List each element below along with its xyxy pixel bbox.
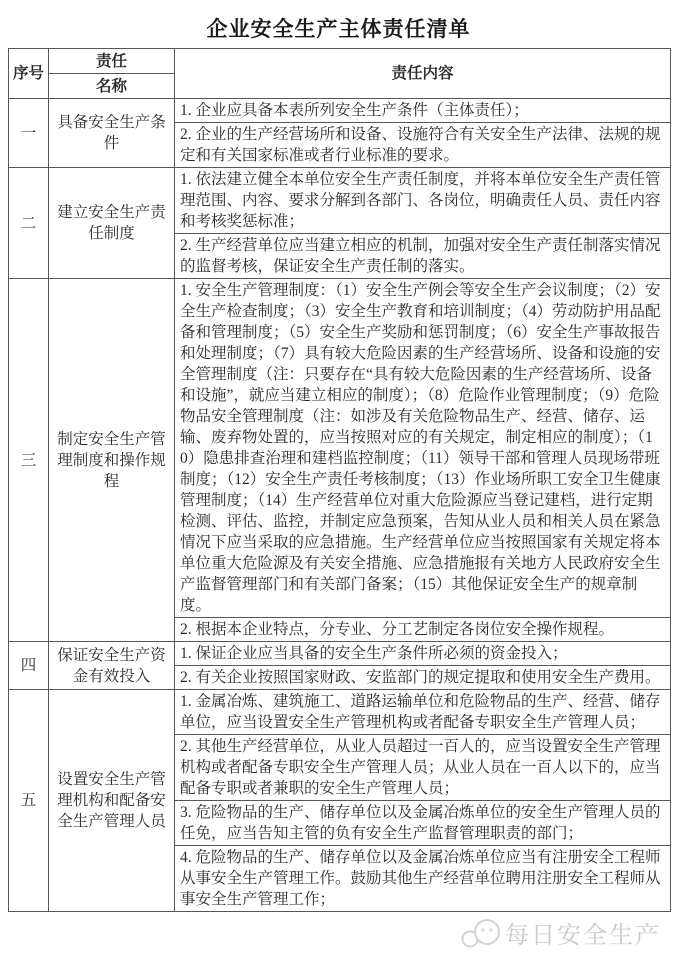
- row-number-cell: 四: [9, 642, 49, 690]
- responsibility-table: [8, 48, 671, 912]
- responsibility-content-cell: 1. 安全生产管理制度：（1）安全生产例会等安全生产会议制度；（2）安全生产检查制度；（3）安全生产教育和培训制度；（4）劳动防护用品配备和管理制度；（5）安全生产奖励和惩罚制度；（6）安全生产事故报告和处理制度；（7）具有较大危险因素的生产经营场所、设备和设施的安全管理制度（注：只要存在“具有较大危险因素的生产经营场所、设备和设施”，就应当建立相应的制度）；（8）危险作业管理制度；（9）危险物品安全管理制度（注：如涉及有关危险物品生产、经营、储存、运输、废弃物处置的，应当按照对应的有关规定，制定相应的制度）；（10）隐患排查治理和建档监控制度；（11）领导干部和管理人员现场带班制度；（12）安全生产责任考核制度；（13）作业场所职工安全卫生健康管理制度；（14）生产经营单位对重大危险源应当登记建档，进行定期检测、评估、监控，并制定应急预案，告知从业人员和相关人员在紧急情况下应当采取的应急措施。生产经营单位应当按照国家有关规定将本单位重大危险源及有关安全措施、应急措施报有关地方人民政府安全生产监督管理部门和有关部门备案；（15）其他保证安全生产的规章制度。: [175, 279, 671, 618]
- responsibility-content-cell: 2. 有关企业按照国家财政、安监部门的规定提取和使用安全生产费用。: [175, 666, 671, 690]
- table-row: [9, 168, 671, 234]
- table-row: [9, 690, 671, 735]
- table-row: [9, 279, 671, 618]
- responsibility-content-cell: 4. 危险物品的生产、储存单位以及金属冶炼单位应当有注册安全工程师从事安全生产管理工作。鼓励其他生产经营单位聘用注册安全工程师从事安全生产管理工作；: [175, 846, 671, 912]
- responsibility-content-cell: 2. 其他生产经营单位，从业人员超过一百人的，应当设置安全生产管理机构或者配备专职安全生产管理人员；从业人员在一百人以下的，应当配备专职或者兼职的安全生产管理人员；: [175, 735, 671, 801]
- responsibility-content-cell: 3. 危险物品的生产、储存单位以及金属冶炼单位的安全生产管理人员的任免，应当告知主管的负有安全生产监督管理职责的部门；: [175, 801, 671, 846]
- responsibility-content-cell: 2. 企业的生产经营场所和设备、设施符合有关安全生产法律、法规的规定和有关国家标准或者行业标准的要求。: [175, 123, 671, 168]
- header-col-name-line2: 名称: [49, 74, 175, 99]
- table-row: [9, 642, 671, 666]
- responsibility-name-cell: 保证安全生产资金有效投入: [49, 642, 175, 690]
- chat-bubbles-icon: [459, 916, 503, 950]
- watermark-text: 每日安全生产: [505, 923, 661, 949]
- responsibility-name-cell: 制定安全生产管理制度和操作规程: [49, 279, 175, 642]
- row-number-cell: 三: [9, 279, 49, 642]
- watermark: [459, 915, 661, 950]
- responsibility-name-cell: 设置安全生产管理机构和配备安全生产管理人员: [49, 690, 175, 912]
- table-row: [9, 99, 671, 123]
- header-col-content: 责任内容: [175, 49, 671, 99]
- responsibility-content-cell: 1. 金属冶炼、建筑施工、道路运输单位和危险物品的生产、经营、储存单位，应当设置安全生产管理机构或者配备专职安全生产管理人员；: [175, 690, 671, 735]
- row-number-cell: 一: [9, 99, 49, 168]
- responsibility-content-cell: 1. 企业应具备本表所列安全生产条件（主体责任）；: [175, 99, 671, 123]
- row-number-cell: 五: [9, 690, 49, 912]
- row-number-cell: 二: [9, 168, 49, 279]
- responsibility-content-cell: 1. 依法建立健全本单位安全生产责任制度，并将本单位安全生产责任管理范围、内容、要求分解到各部门、各岗位，明确责任人员、责任内容和考核奖惩标准；: [175, 168, 671, 234]
- header-col-name-line1: 责任: [49, 49, 175, 74]
- responsibility-content-cell: 1. 保证企业应当具备的安全生产条件所必须的资金投入；: [175, 642, 671, 666]
- responsibility-name-cell: 建立安全生产责任制度: [49, 168, 175, 279]
- responsibility-content-cell: 2. 生产经营单位应当建立相应的机制，加强对安全生产责任制落实情况的监督考核，保证安全生产责任制的落实。: [175, 234, 671, 279]
- responsibility-name-cell: 具备安全生产条件: [49, 99, 175, 168]
- header-col-number: 序号: [9, 49, 49, 99]
- responsibility-content-cell: 2. 根据本企业特点，分专业、分工艺制定各岗位安全操作规程。: [175, 618, 671, 642]
- table-header: [9, 49, 671, 99]
- page-title: 企业安全生产主体责任清单: [206, 17, 471, 41]
